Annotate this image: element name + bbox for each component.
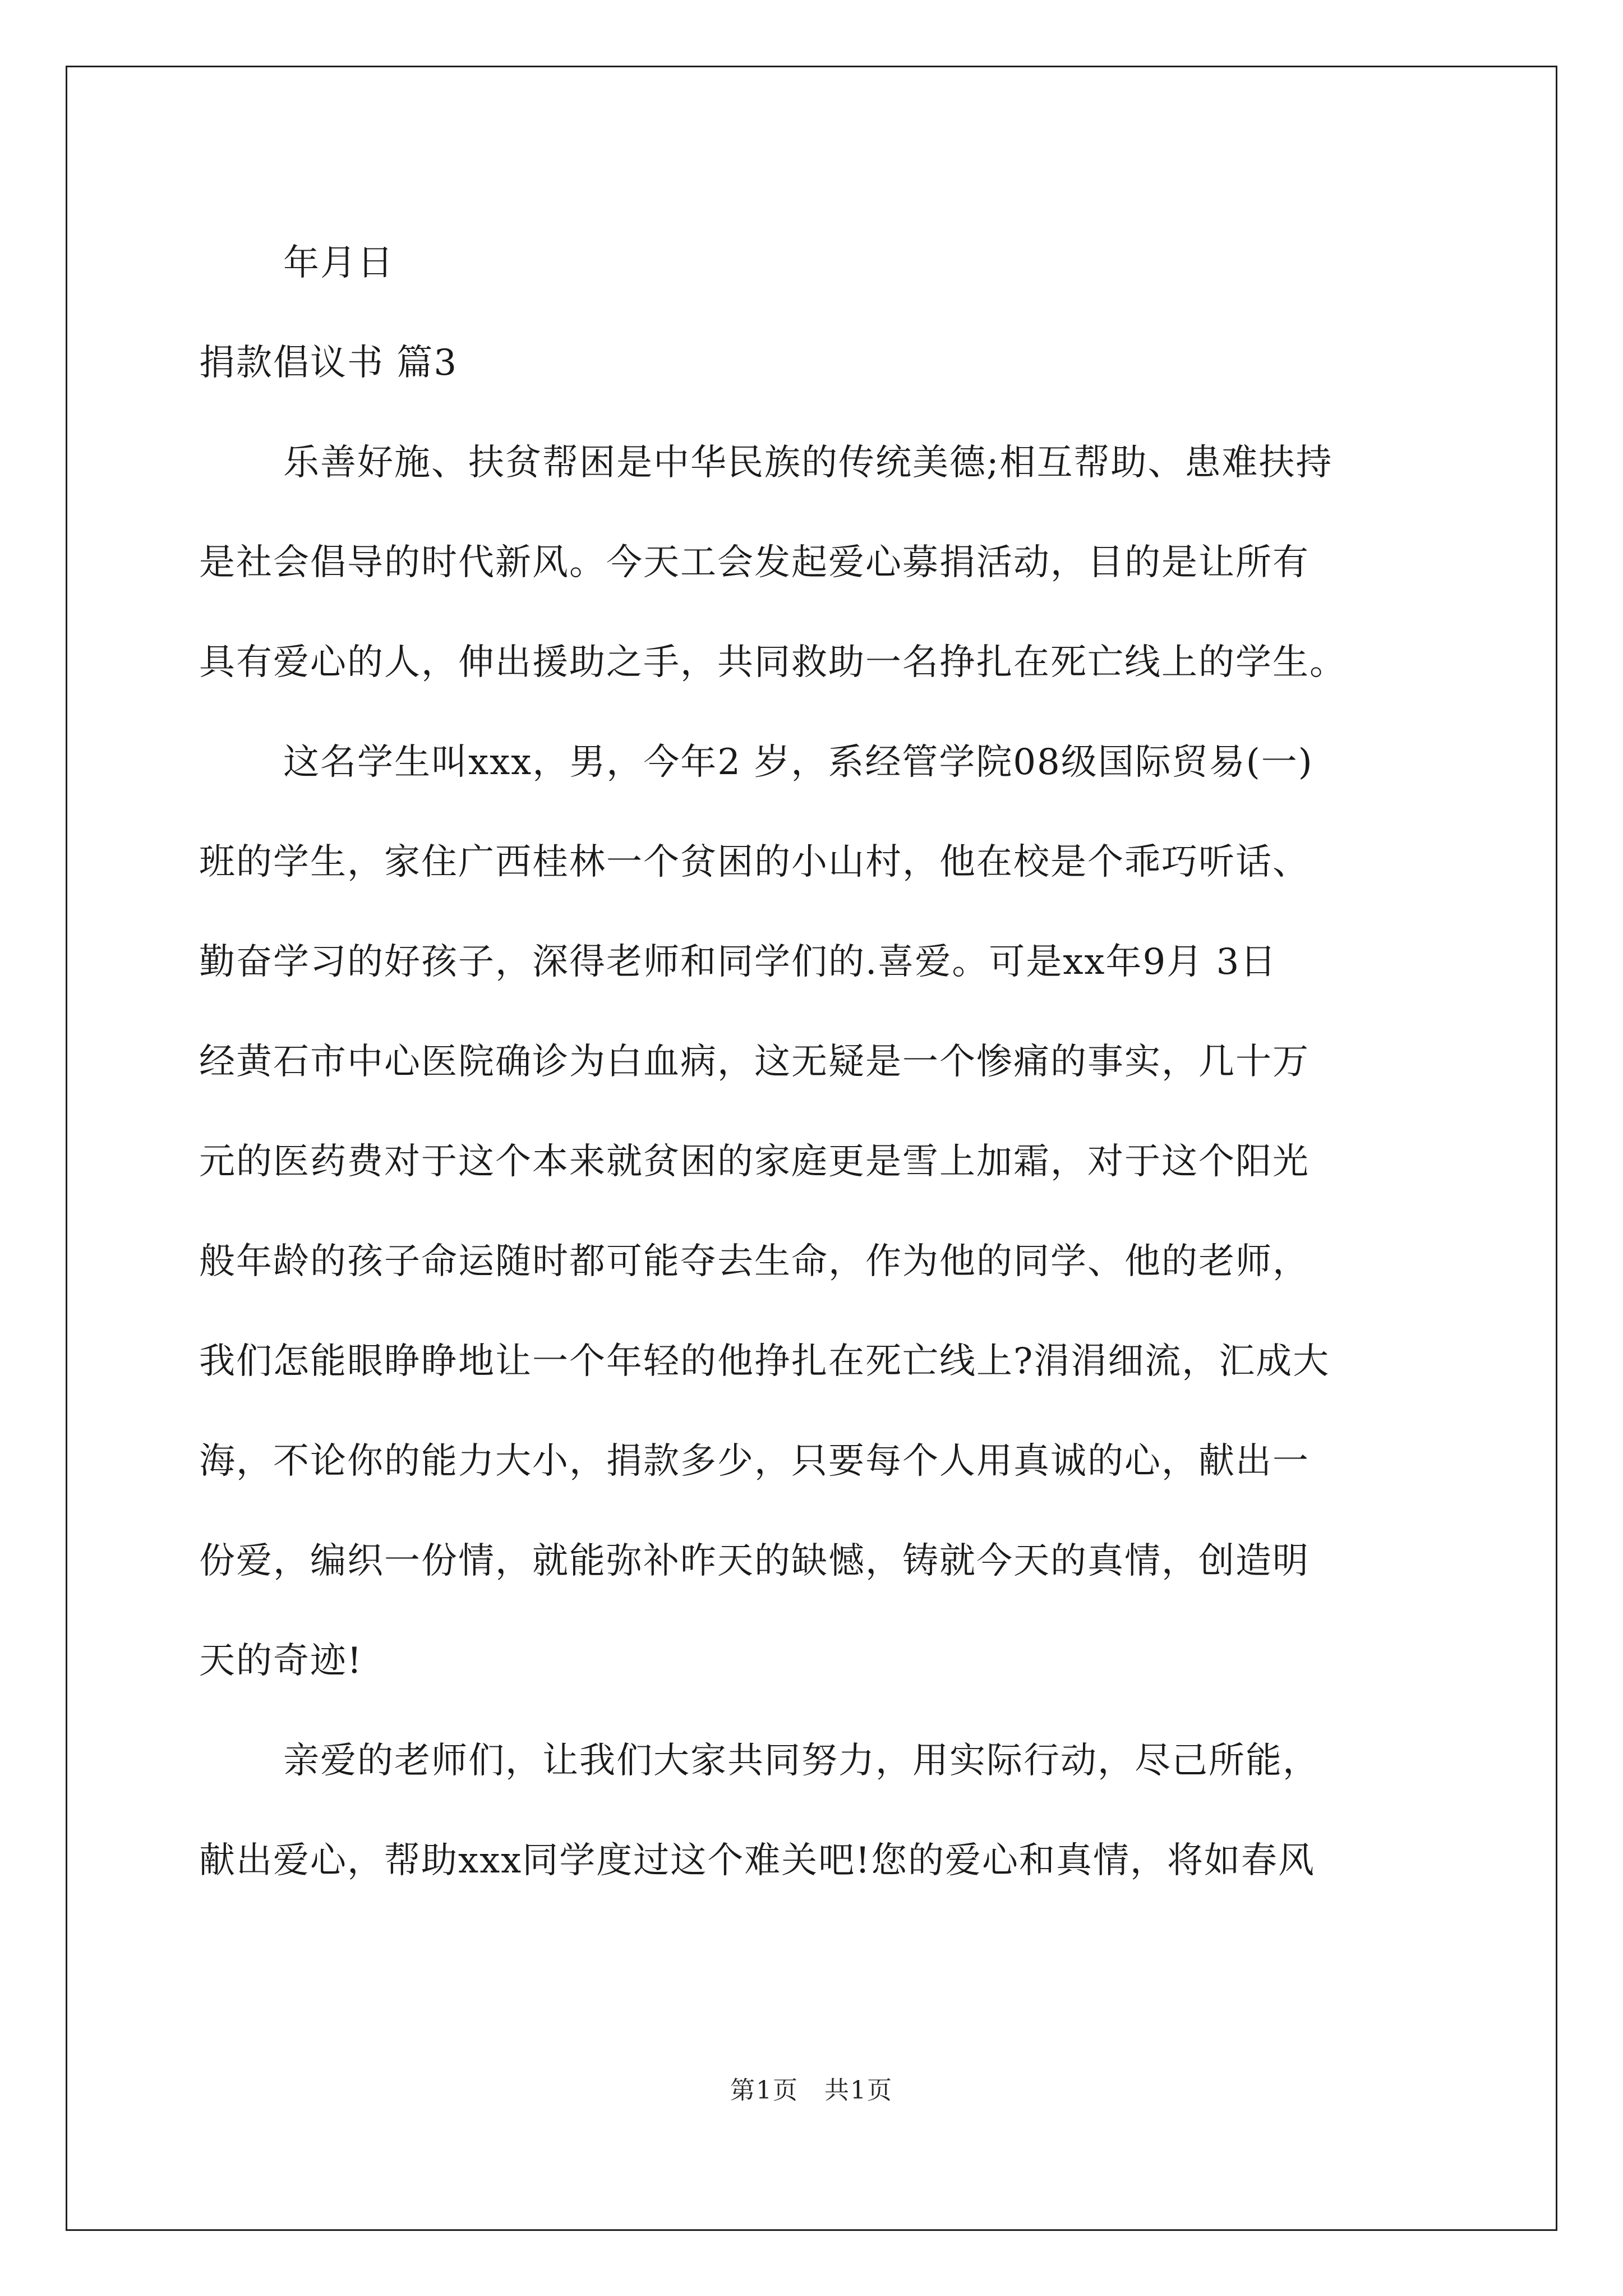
paragraph-1-line-2: 是社会倡导的时代新风。今天工会发起爱心募捐活动，目的是让所有 — [199, 542, 1310, 583]
paragraph-2-line-3: 勤奋学习的好孩子，深得老师和同学们的.喜爱。可是xx年9月 3日 — [199, 941, 1278, 983]
paragraph-2-line-1: 这名学生叫xxx，男，今年2 岁，系经管学院08级国际贸易(一) — [283, 742, 1313, 783]
document-body — [199, 213, 1438, 1911]
paragraph-2-line-2: 班的学生，家住广西桂林一个贫困的小山村，他在校是个乖巧听话、 — [199, 841, 1310, 883]
section-heading: 捐款倡议书 篇3 — [199, 342, 458, 384]
paragraph-2-line-10: 天的奇迹! — [199, 1640, 363, 1682]
paragraph-3-line-1: 亲爱的老师们，让我们大家共同努力，用实际行动，尽己所能， — [283, 1740, 1320, 1782]
paragraph-2-line-8: 海，不论你的能力大小，捐款多少，只要每个人用真诚的心，献出一 — [199, 1441, 1310, 1482]
paragraph-2-line-6: 般年龄的孩子命运随时都可能夺去生命，作为他的同学、他的老师， — [199, 1241, 1310, 1282]
paragraph-2-line-5: 元的医药费对于这个本来就贫困的家庭更是雪上加霜，对于这个阳光 — [199, 1141, 1310, 1182]
paragraph-1-line-3: 具有爱心的人，伸出援助之手，共同救助一名挣扎在死亡线上的学生。 — [199, 642, 1347, 683]
paragraph-2-line-4: 经黄石市中心医院确诊为白血病，这无疑是一个惨痛的事实，几十万 — [199, 1041, 1310, 1083]
paragraph-2-line-7: 我们怎能眼睁睁地让一个年轻的他挣扎在死亡线上?涓涓细流，汇成大 — [199, 1341, 1330, 1382]
date-line: 年月日 — [283, 242, 394, 284]
paragraph-2-line-9: 份爱，编织一份情，就能弥补昨天的缺憾，铸就今天的真情，创造明 — [199, 1540, 1310, 1582]
paragraph-3-line-2: 献出爱心，帮助xxx同学度过这个难关吧!您的爱心和真情，将如春风 — [199, 1840, 1315, 1881]
page-footer: 第1页 共1页 — [730, 2076, 893, 2105]
paragraph-1-line-1: 乐善好施、扶贫帮困是中华民族的传统美德;相互帮助、患难扶持 — [283, 442, 1333, 484]
